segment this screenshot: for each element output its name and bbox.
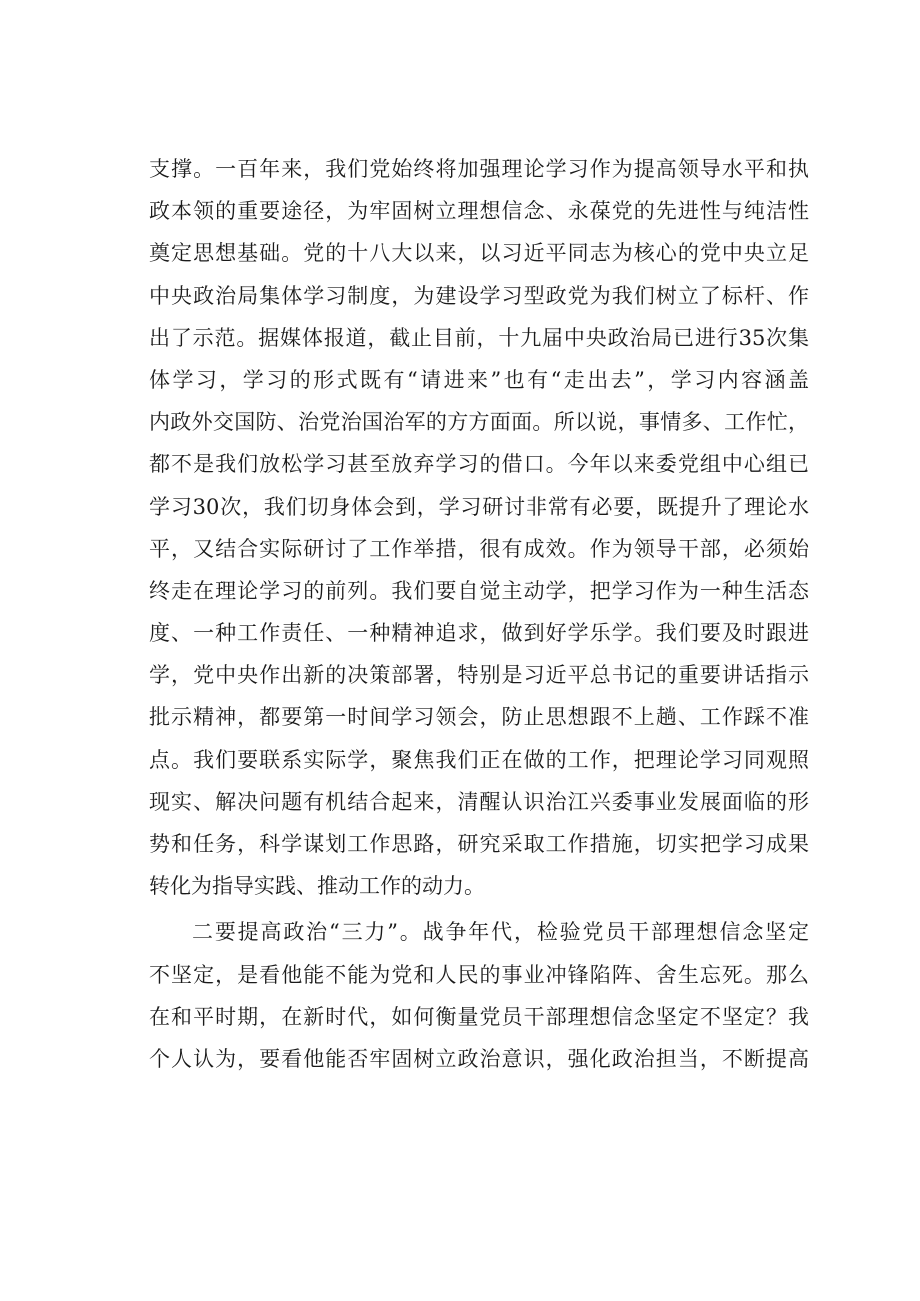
text-line: 点。我们要联系实际学，聚焦我们正在做的工作，把理论学习同观照 — [149, 747, 809, 772]
text-line: 出了示范。据媒体报道，截止目前，十九届中央政治局已进行35次集 — [149, 325, 809, 350]
paragraph-1 — [149, 148, 809, 907]
text-line: 学习30次，我们切身体会到，学习研讨非常有必要，既提升了理论水 — [149, 494, 809, 519]
text-line: 现实、解决问题有机结合起来，清醒认识治江兴委事业发展面临的形 — [149, 789, 809, 814]
text-line: 势和任务，科学谋划工作思路，研究采取工作措施，切实把学习成果 — [149, 832, 809, 856]
text-line: 终走在理论学习的前列。我们要自觉主动学，把学习作为一种生活态 — [149, 578, 809, 603]
text-line: 都不是我们放松学习甚至放弃学习的借口。今年以来委党组中心组已 — [149, 452, 809, 477]
document-body — [149, 148, 809, 1080]
text-line: 批示精神，都要第一时间学习领会，防止思想跟不上趟、工作踩不准 — [149, 705, 809, 730]
text-line: 个人认为，要看他能否牢固树立政治意识，强化政治担当，不断提高 — [149, 1046, 809, 1071]
text-line: 内政外交国防、治党治国治军的方方面面。所以说，事情多、工作忙， — [149, 410, 809, 435]
text-line: 平，又结合实际研讨了工作举措，很有成效。作为领导干部，必须始 — [149, 536, 809, 561]
text-line: 支撑。一百年来，我们党始终将加强理论学习作为提高领导水平和执 — [149, 157, 809, 181]
text-line: 奠定思想基础。党的十八大以来，以习近平同志为核心的党中央立足 — [149, 241, 809, 266]
text-line: 学，党中央作出新的决策部署，特别是习近平总书记的重要讲话指示 — [149, 663, 809, 688]
text-line: 在和平时期，在新时代，如何衡量党员干部理想信念坚定不坚定？我 — [149, 1004, 809, 1029]
text-line: 转化为指导实践、推动工作的动力。 — [149, 874, 485, 899]
text-line: 政本领的重要途径，为牢固树立理想信念、永葆党的先进性与纯洁性 — [149, 199, 809, 224]
text-line: 体学习，学习的形式既有“请进来”也有“走出去”，学习内容涵盖 — [149, 367, 809, 392]
text-line: 度、一种工作责任、一种精神追求，做到好学乐学。我们要及时跟进 — [149, 621, 809, 646]
paragraph-2 — [149, 911, 809, 1080]
text-line: 二要提高政治“三力”。战争年代，检验党员干部理想信念坚定 — [192, 920, 809, 945]
text-line: 不坚定，是看他能不能为党和人民的事业冲锋陷阵、舍生忘死。那么 — [149, 962, 809, 987]
text-line: 中央政治局集体学习制度，为建设学习型政党为我们树立了标杆、作 — [149, 283, 809, 308]
